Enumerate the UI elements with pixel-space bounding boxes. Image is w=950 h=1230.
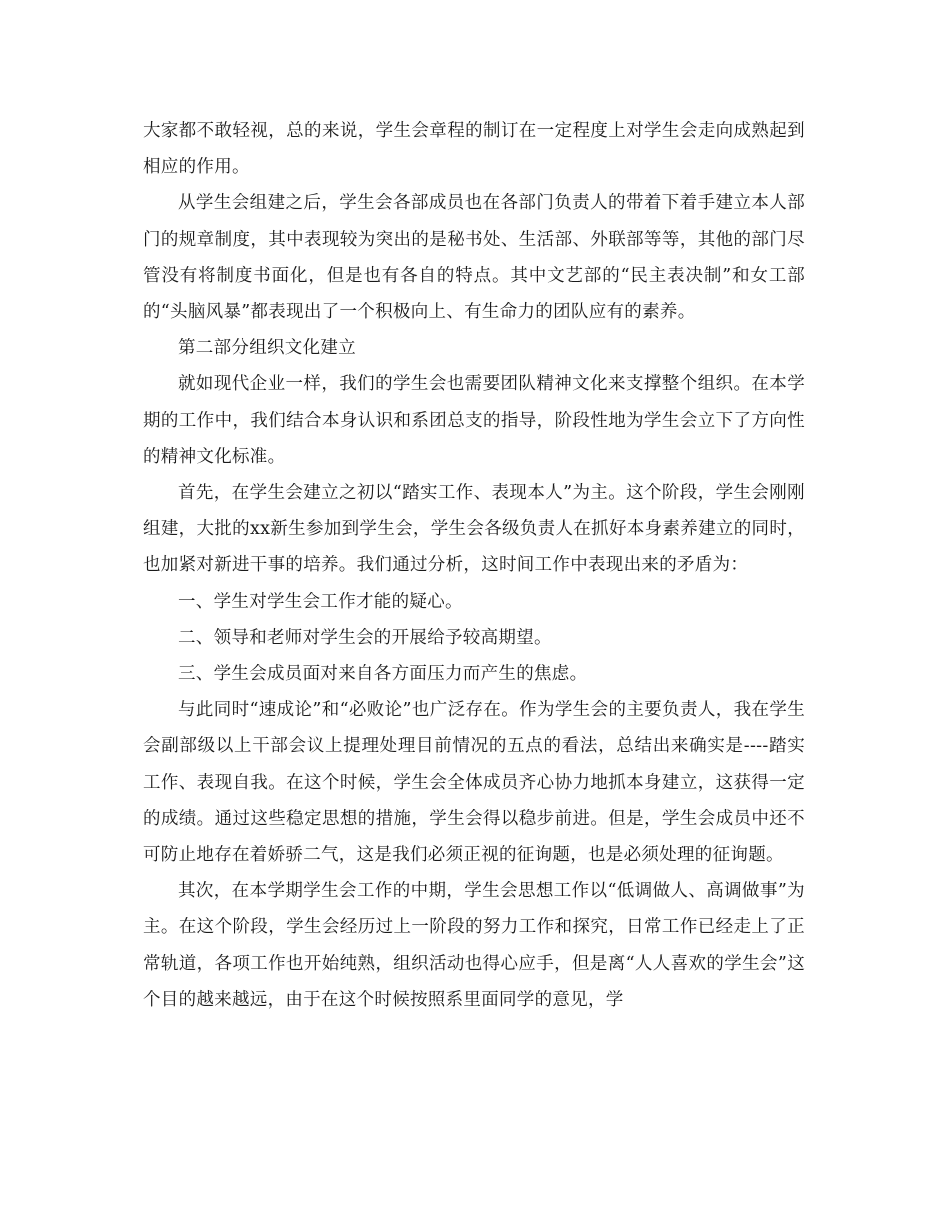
paragraph-5: 与此同时“速成论”和“必败论”也广泛存在。作为学生会的主要负责人，我在学生会副部级以上干部会议上提理处理目前情况的五点的看法，总结出来确实是----踏实工作、表现自我。在这个时候，学生会全体成员齐心协力地抓本身建立，这获得一定的成绩。通过这些稳定思想的措施，学生会得以稳步前进。但是，学生会成员中还不可防止地存在着娇骄二气，这是我们必须正视的征询题，也是必须处理的征询题。 bbox=[143, 700, 805, 866]
paragraph-3: 就如现代企业一样，我们的学生会也需要团队精神文化来支撑整个组织。在本学期的工作中，我们结合本身认识和系团总支的指导，阶段性地为学生会立下了方向性的精神文化标准。 bbox=[143, 374, 805, 467]
document-body bbox=[143, 113, 805, 1018]
list-item-1: 一、学生对学生会工作才能的疑心。 bbox=[178, 591, 463, 612]
list-item-3: 三、学生会成员面对来自各方面压力而产生的焦虑。 bbox=[178, 664, 588, 685]
section-heading: 第二部分组织文化建立 bbox=[178, 338, 356, 359]
paragraph-2: 从学生会组建之后，学生会各部成员也在各部门负责人的带着下着手建立本人部门的规章制度，其中表现较为突出的是秘书处、生活部、外联部等等，其他的部门尽管没有将制度书面化，但是也有各自的特点。其中文艺部的“民主表决制”和女工部的“头脑风暴”都表现出了一个积极向上、有生命力的团队应有的素养。 bbox=[143, 193, 805, 323]
paragraph-6: 其次，在本学期学生会工作的中期，学生会思想工作以“低调做人、高调做事”为主。在这个阶段，学生会经历过上一阶段的努力工作和探究，日常工作已经走上了正常轨道，各项工作也开始纯熟，组织活动也得心应手，但是离“人人喜欢的学生会”这个目的越来越远，由于在这个时候按照系里面同学的意见，学 bbox=[143, 881, 805, 1010]
list-item-2: 二、领导和老师对学生会的开展给予较高期望。 bbox=[178, 627, 552, 648]
paragraph-4: 首先，在学生会建立之初以“踏实工作、表现本人”为主。这个阶段，学生会刚刚组建，大批的xx新生参加到学生会，学生会各级负责人在抓好本身素养建立的同时，也加紧对新进干事的培养。我们通过分析，这时间工作中表现出来的矛盾为： bbox=[143, 483, 805, 576]
paragraph-1: 大家都不敢轻视，总的来说，学生会章程的制订在一定程度上对学生会走向成熟起到相应的作用。 bbox=[143, 121, 805, 178]
